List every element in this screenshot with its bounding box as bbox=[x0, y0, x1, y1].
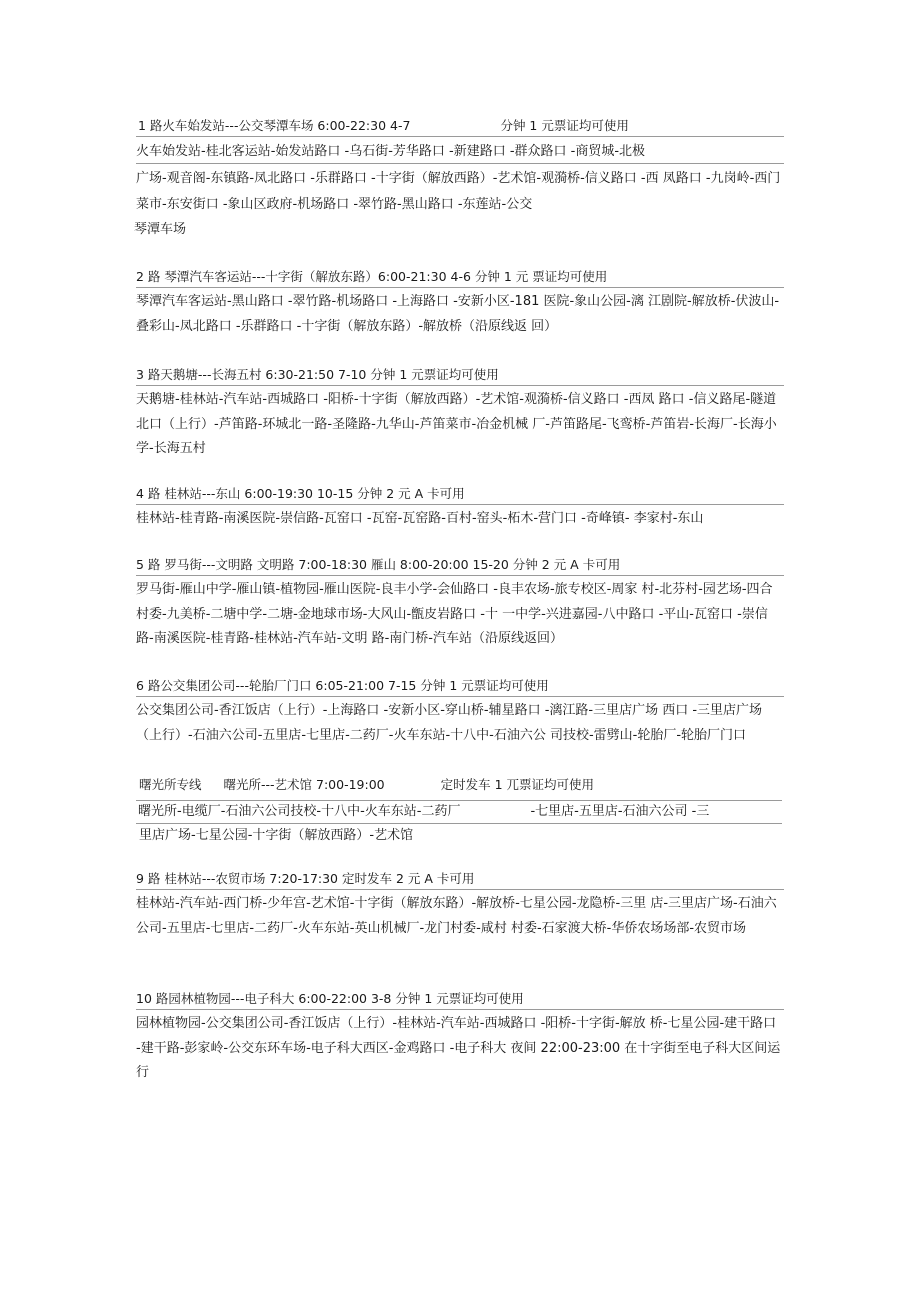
route-9-header: 9 路 桂林站---农贸市场 7:20-17:30 定时发车 2 元 A 卡可用 bbox=[136, 870, 784, 890]
route-1-header-part-b: 分钟 1 元票证均可使用 bbox=[500, 118, 629, 133]
route-10-header: 10 路园林植物园---电子科大 6:00-22:00 3-8 分钟 1 元票证均可使用 bbox=[136, 990, 784, 1010]
route-2 bbox=[136, 268, 784, 339]
route-shuguang-header-span: 曙光所---艺术馆 7:00-19:00 bbox=[223, 777, 385, 792]
route-6 bbox=[136, 677, 784, 748]
route-shuguang-header bbox=[139, 776, 782, 794]
route-1-stops-line-3: 琴潭车场 bbox=[134, 222, 187, 237]
route-10 bbox=[136, 990, 784, 1086]
route-shuguang-header-title: 曙光所专线 bbox=[139, 777, 202, 792]
route-4 bbox=[136, 485, 784, 532]
route-shuguang bbox=[136, 776, 782, 848]
route-9-stops: 桂林站-汽车站-西门桥-少年宫-艺术馆-十字街（解放东路）-解放桥-七星公园-龙隐桥-三里 店-三里店广场-石油六公司-五里店-七里店-二药厂-火车东站-英山机械厂-龙门村委-咸村 村委-石家渡大桥-华侨农场场部-农贸市场 bbox=[136, 896, 777, 936]
route-10-stops: 园林植物园-公交集团公司-香江饭店（上行）-桂林站-汽车站-西城路口 -阳桥-十字街-解放 桥-七星公园-建干路口 -建干路-彭家岭-公交东环车场-电子科大西区-金鸡路口 -电子科大 夜间 22:00-23:00 在十字街至电子科大区间运行 bbox=[136, 1016, 781, 1080]
route-2-stops: 琴潭汽车客运站-黑山路口 -翠竹路-机场路口 -上海路口 -安新小区-181 医院-象山公园-漓 江剧院-解放桥-伏波山-叠彩山-凤北路口 -乐群路口 -十字街（解放东路）-解放桥（沿原线返 回） bbox=[136, 294, 780, 334]
route-4-header: 4 路 桂林站---东山 6:00-19:30 10-15 分钟 2 元 A 卡可用 bbox=[136, 485, 784, 505]
route-shuguang-stops-line-1a: 曙光所-电缆厂-石油六公司技校-十八中-火车东站-二药厂 bbox=[138, 804, 461, 819]
route-6-header: 6 路公交集团公司---轮胎厂门口 6:05-21:00 7-15 分钟 1 元票证均可使用 bbox=[136, 677, 784, 697]
route-6-stops: 公交集团公司-香江饭店（上行）-上海路口 -安新小区-穿山桥-辅星路口 -漓江路-三里店广场 西口 -三里店广场（上行）-石油六公司-五里店-七里店-二药厂-火车东站-十八中-石油六公 司技校-雷劈山-轮胎厂-轮胎厂门口 bbox=[136, 703, 763, 743]
route-1-header bbox=[136, 117, 784, 137]
route-1-stops-line-1: 火车始发站-桂北客运站-始发站路口 -乌石街-芳华路口 -新建路口 -群众路口 -商贸城-北极 bbox=[136, 141, 784, 164]
route-shuguang-stops-line-2: 里店广场-七星公园-十字街（解放西路）-艺术馆 bbox=[139, 828, 414, 843]
route-1-header-part-a: 1 路火车始发站---公交琴潭车场 6:00-22:30 4-7 bbox=[138, 118, 411, 133]
route-1-stops-line-2: 广场-观音阁-东镇路-凤北路口 -乐群路口 -十字街（解放西路）-艺术馆-观漪桥-信义路口 -西 凤路口 -九岗岭-西门菜市-东安街口 -象山区政府-机场路口 -翠竹路-黑山路口 -东莲站-公交 bbox=[136, 171, 781, 212]
route-4-stops: 桂林站-桂青路-南溪医院-崇信路-瓦窑口 -瓦窑-瓦窑路-百村-窑头-柘木-营门口 -奇峰镇- 李家村-东山 bbox=[136, 511, 704, 526]
route-3-stops: 天鹅塘-桂林站-汽车站-西城路口 -阳桥-十字街（解放西路）-艺术馆-观漪桥-信义路口 -西凤 路口 -信义路尾-隧道北口（上行）-芦笛路-环城北一路-圣隆路-九华山-芦笛菜市-冶金机械 厂-芦笛路尾-飞鸾桥-芦笛岩-长海厂-长海小学-长海五村 bbox=[136, 392, 777, 456]
route-3 bbox=[136, 366, 784, 462]
route-5-stops: 罗马街-雁山中学-雁山镇-植物园-雁山医院-良丰小学-会仙路口 -良丰农场-旅专校区-周家 村-北芬村-园艺场-四合村委-九美桥-二塘中学-二塘-金地球市场-大风山-甑皮岩路口 -十 一中学-兴进嘉园-八中路口 -平山-瓦窑口 -崇信路-南溪医院-桂青路-桂林站-汽车站-文明 路-南门桥-汽车站（沿原线返回） bbox=[136, 582, 773, 646]
route-1 bbox=[136, 117, 784, 242]
route-shuguang-stops-line-1b: -七里店-五里店-石油六公司 -三 bbox=[530, 804, 710, 819]
route-shuguang-stops-line-1 bbox=[136, 800, 782, 824]
route-5 bbox=[136, 556, 784, 652]
route-9 bbox=[136, 870, 784, 941]
route-2-header: 2 路 琴潭汽车客运站---十字街（解放东路）6:00-21:30 4-6 分钟 1 元 票证均可使用 bbox=[136, 268, 784, 288]
route-shuguang-header-info: 定时发车 1 兀票证均可使用 bbox=[440, 777, 595, 792]
route-3-header: 3 路天鹅塘---长海五村 6:30-21:50 7-10 分钟 1 元票证均可使用 bbox=[136, 366, 784, 386]
route-5-header: 5 路 罗马街---文明路 文明路 7:00-18:30 雁山 8:00-20:00 15-20 分钟 2 元 A 卡可用 bbox=[136, 556, 784, 576]
